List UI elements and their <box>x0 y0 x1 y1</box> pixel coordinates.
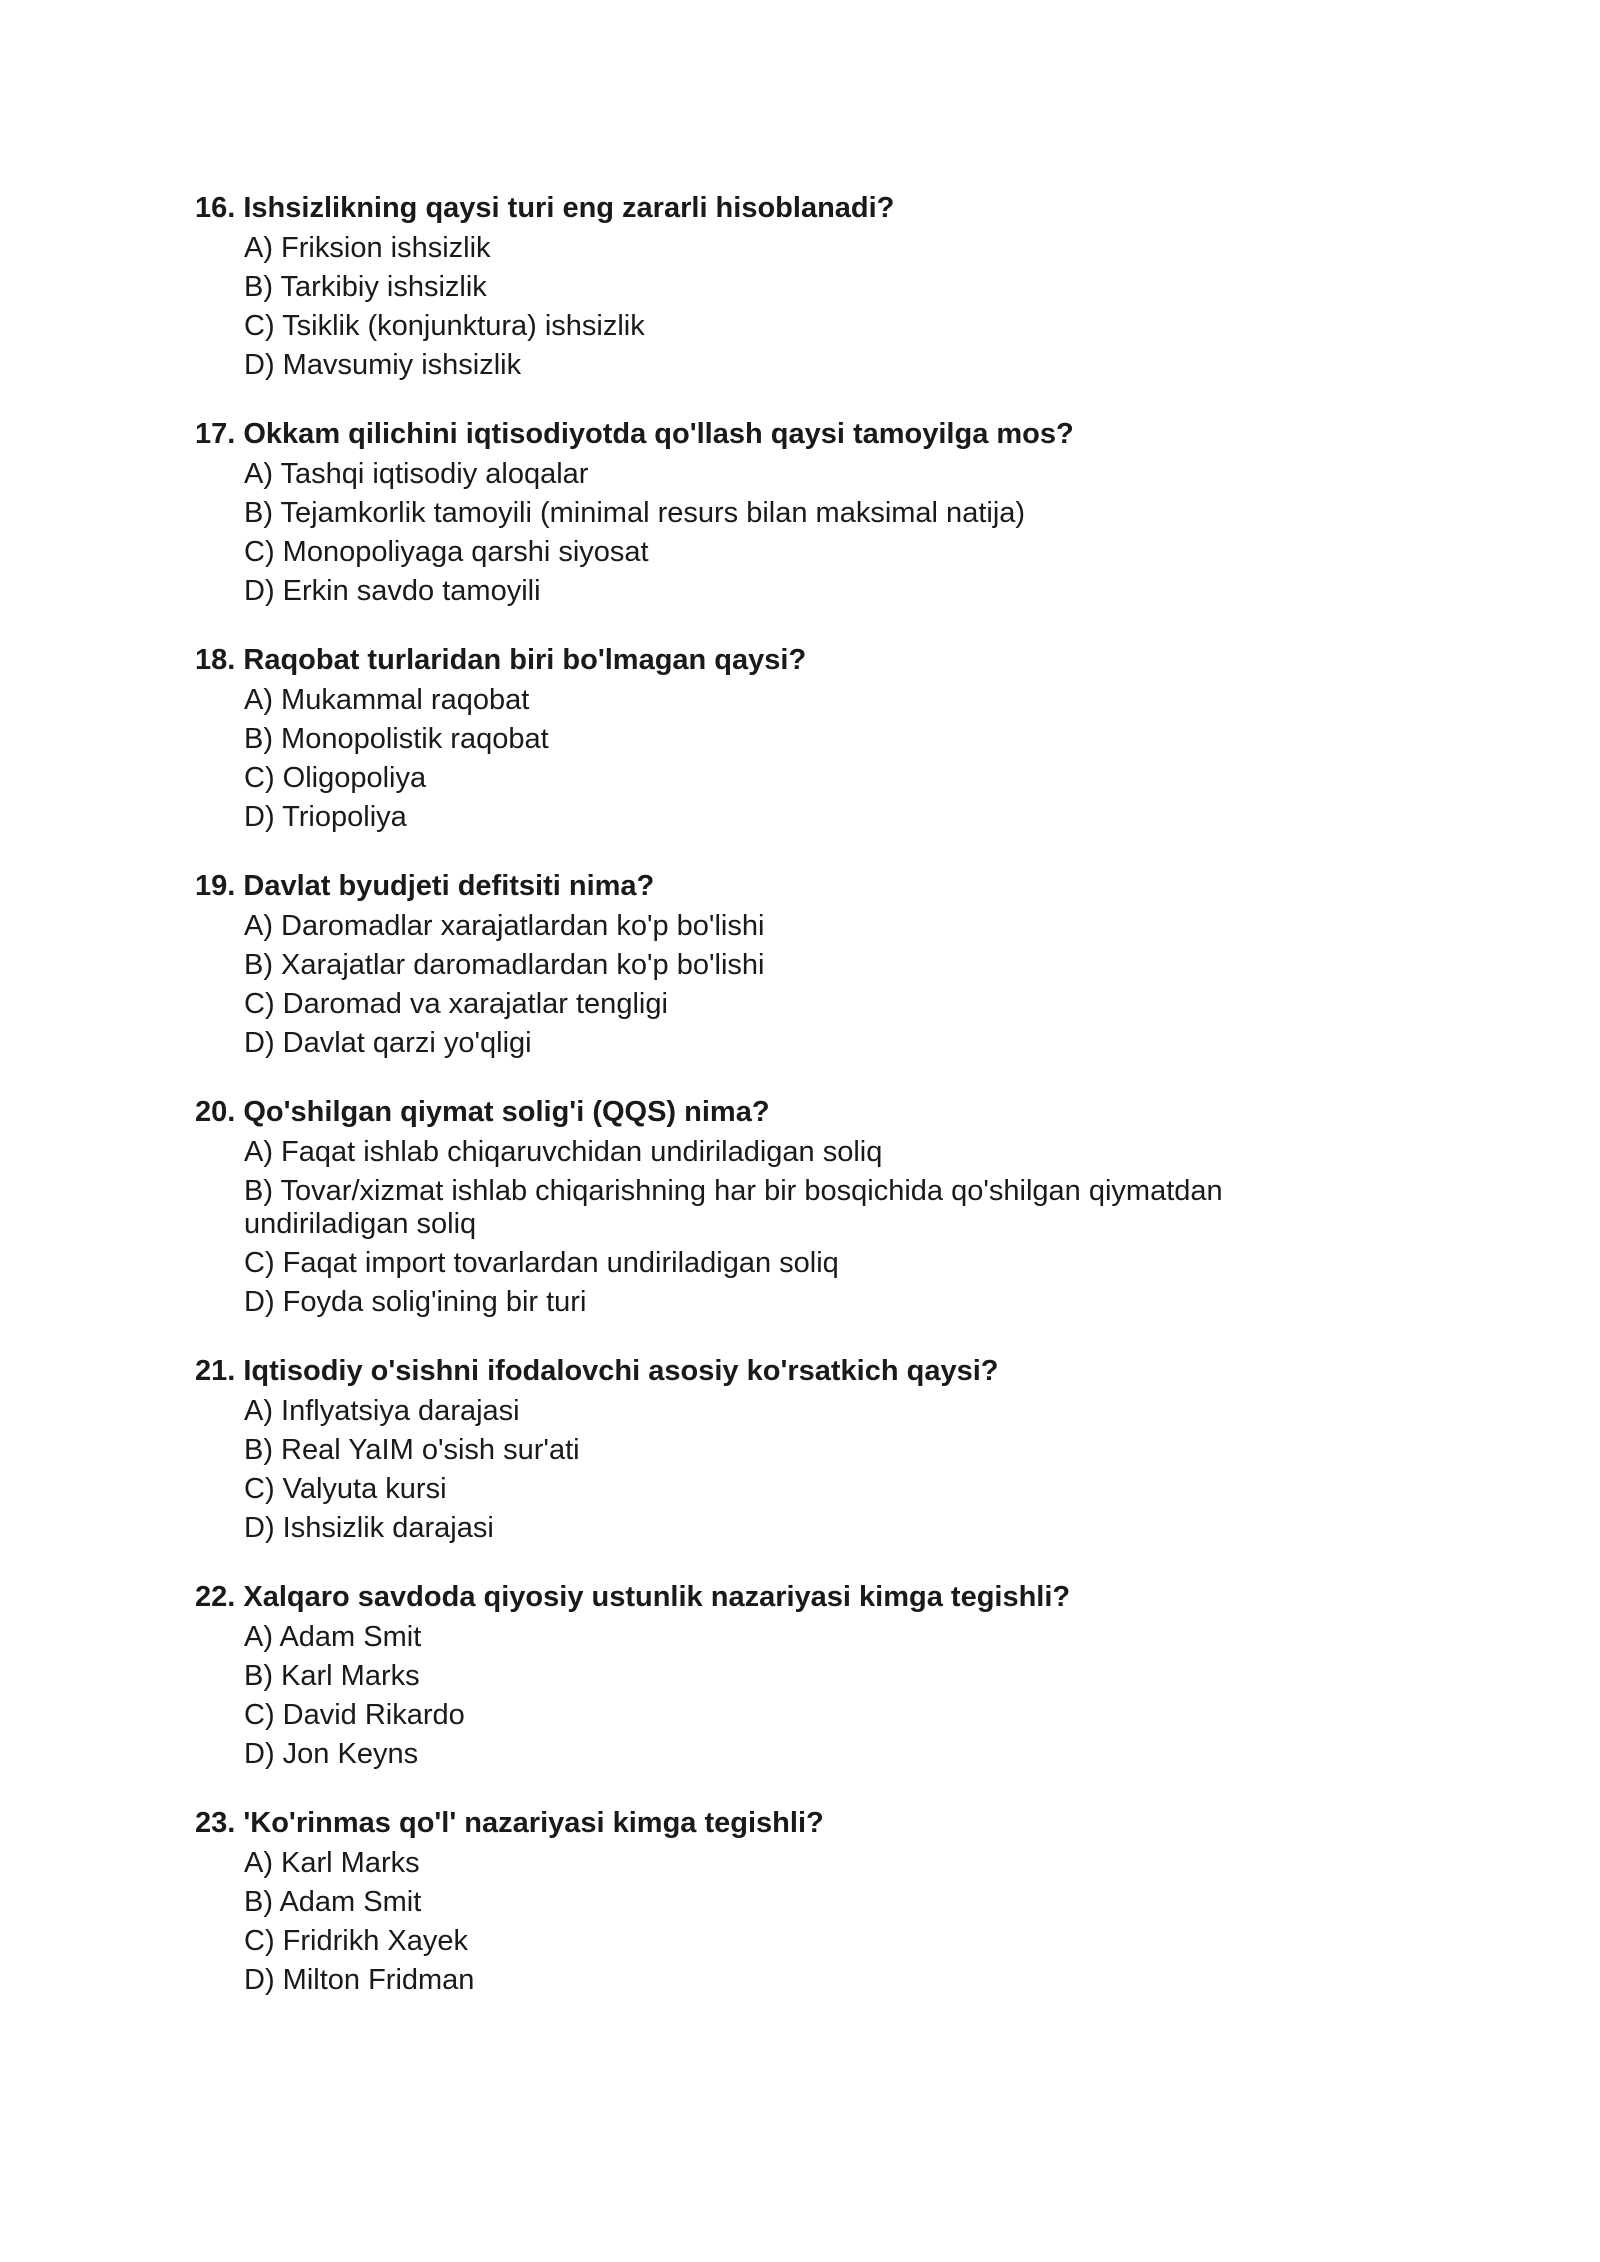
option-d: D) Mavsumiy ishsizlik <box>244 349 522 381</box>
question-23 <box>195 1805 1350 1997</box>
options-list <box>195 1395 1350 1545</box>
question-title: 19. Davlat byudjeti defitsiti nima? <box>195 870 655 902</box>
question-title: 20. Qo'shilgan qiymat solig'i (QQS) nima? <box>195 1096 770 1128</box>
option-d: D) Davlat qarzi yo'qligi <box>244 1027 532 1059</box>
option-c: C) Faqat import tovarlardan undiriladigan soliq <box>244 1247 839 1279</box>
options-list <box>195 1621 1350 1771</box>
question-17 <box>195 416 1350 608</box>
option-b: B) Xarajatlar daromadlardan ko'p bo'lishi <box>244 949 765 981</box>
question-title: 21. Iqtisodiy o'sishni ifodalovchi asosiy ko'rsatkich qaysi? <box>195 1355 999 1387</box>
option-c: C) Oligopoliya <box>244 762 427 794</box>
option-d: D) Erkin savdo tamoyili <box>244 575 541 607</box>
question-title: 16. Ishsizlikning qaysi turi eng zararli hisoblanadi? <box>195 192 895 224</box>
option-b: B) Tovar/xizmat ishlab chiqarishning har bir bosqichida qo'shilgan qiymatdan undiriladigan soliq <box>244 1175 1223 1240</box>
option-a: A) Mukammal raqobat <box>244 684 530 716</box>
question-21 <box>195 1353 1350 1545</box>
option-d: D) Jon Keyns <box>244 1738 419 1770</box>
option-b: B) Monopolistik raqobat <box>244 723 549 755</box>
option-c: C) David Rikardo <box>244 1699 465 1731</box>
option-a: A) Friksion ishsizlik <box>244 232 491 264</box>
option-c: C) Monopoliyaga qarshi siyosat <box>244 536 649 568</box>
question-20 <box>195 1094 1350 1319</box>
question-title: 18. Raqobat turlaridan biri bo'lmagan qaysi? <box>195 644 807 676</box>
option-b: B) Karl Marks <box>244 1660 420 1692</box>
question-title: 17. Okkam qilichini iqtisodiyotda qo'llash qaysi tamoyilga mos? <box>195 418 1074 450</box>
option-d: D) Foyda solig'ining bir turi <box>244 1286 587 1318</box>
question-18 <box>195 642 1350 834</box>
options-list <box>195 458 1350 608</box>
option-d: D) Milton Fridman <box>244 1964 475 1996</box>
options-list <box>195 1136 1350 1319</box>
options-list <box>195 1847 1350 1997</box>
option-a: A) Daromadlar xarajatlardan ko'p bo'lishi <box>244 910 765 942</box>
question-16 <box>195 190 1350 382</box>
option-c: C) Fridrikh Xayek <box>244 1925 468 1957</box>
question-title: 22. Xalqaro savdoda qiyosiy ustunlik nazariyasi kimga tegishli? <box>195 1581 1071 1613</box>
option-c: C) Valyuta kursi <box>244 1473 447 1505</box>
option-c: C) Daromad va xarajatlar tengligi <box>244 988 668 1020</box>
option-d: D) Ishsizlik darajasi <box>244 1512 494 1544</box>
option-a: A) Faqat ishlab chiqaruvchidan undiriladigan soliq <box>244 1136 883 1168</box>
option-a: A) Inflyatsiya darajasi <box>244 1395 520 1427</box>
question-22 <box>195 1579 1350 1771</box>
question-title: 23. 'Ko'rinmas qo'l' nazariyasi kimga tegishli? <box>195 1807 824 1839</box>
option-a: A) Karl Marks <box>244 1847 420 1879</box>
option-b: B) Real YaIM o'sish sur'ati <box>244 1434 580 1466</box>
question-19 <box>195 868 1350 1060</box>
option-d: D) Triopoliya <box>244 801 407 833</box>
options-list <box>195 232 1350 382</box>
option-b: B) Tarkibiy ishsizlik <box>244 271 487 303</box>
option-a: A) Tashqi iqtisodiy aloqalar <box>244 458 589 490</box>
option-b: B) Tejamkorlik tamoyili (minimal resurs bilan maksimal natija) <box>244 497 1026 529</box>
option-c: C) Tsiklik (konjunktura) ishsizlik <box>244 310 645 342</box>
option-a: A) Adam Smit <box>244 1621 422 1653</box>
option-b: B) Adam Smit <box>244 1886 422 1918</box>
options-list <box>195 910 1350 1060</box>
options-list <box>195 684 1350 834</box>
